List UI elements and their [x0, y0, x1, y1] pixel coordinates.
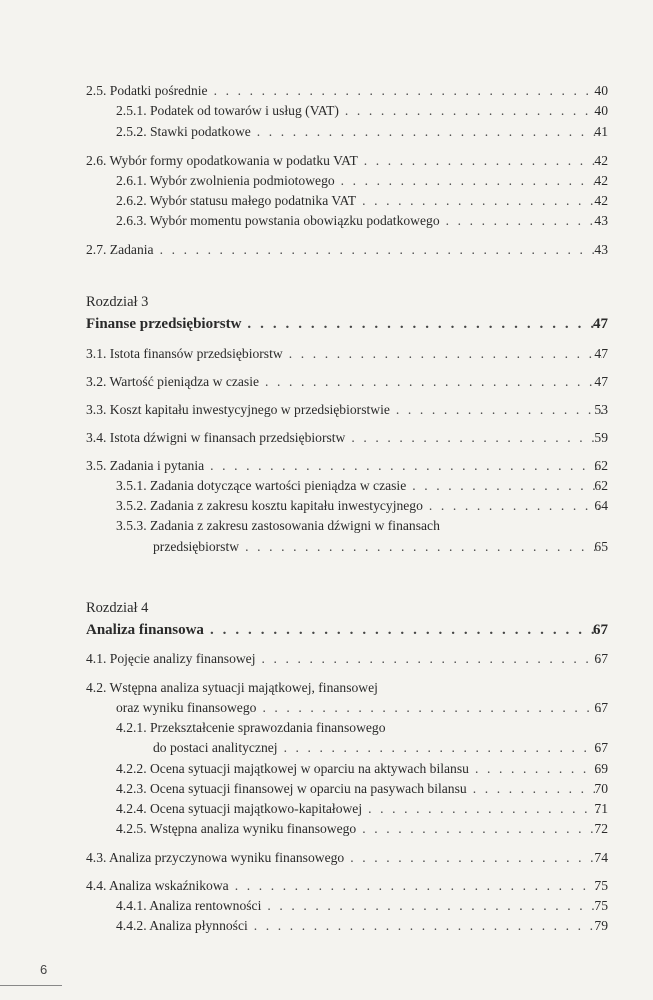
chapter-label: Rozdział 3 [86, 294, 149, 310]
toc-entry: 3.5.1. Zadania dotyczące wartości pieniądza w czasie . . . 62 [116, 477, 608, 495]
toc-entry: 2.6.3. Wybór momentu powstania obowiązku podatkowego . . . 43 [116, 212, 608, 230]
toc-entry: 4.4.1. Analiza rentowności . . . 75 [116, 897, 608, 915]
page-number: 6 [40, 962, 48, 977]
toc-entry: 4.2.4. Ocena sytuacji majątkowo-kapitałowej . . . 71 [116, 800, 608, 818]
toc-entry: 3.2. Wartość pieniądza w czasie . . . 47 [86, 373, 608, 391]
toc-entry: przedsiębiorstw . . . 65 [153, 538, 608, 556]
toc-entry: 4.2.1. Przekształcenie sprawozdania finansowego [116, 720, 386, 735]
toc-entry: 2.5.2. Stawki podatkowe . . . 41 [116, 123, 608, 141]
toc-entry: oraz wyniku finansowego . . . 67 [116, 699, 608, 717]
toc-entry: 4.3. Analiza przyczynowa wyniku finansowego . . . 74 [86, 849, 608, 867]
toc-entry: 3.3. Koszt kapitału inwestycyjnego w przedsiębiorstwie . . . 53 [86, 401, 608, 419]
toc-entry: 2.6.2. Wybór statusu małego podatnika VAT . . . 42 [116, 192, 608, 210]
toc-entry: 4.2.2. Ocena sytuacji majątkowej w oparciu na aktywach bilansu . . . 69 [116, 760, 608, 778]
footer-rule [0, 985, 62, 986]
toc-entry: 4.4. Analiza wskaźnikowa . . . 75 [86, 877, 608, 895]
toc-entry: 2.6.1. Wybór zwolnienia podmiotowego . . . 42 [116, 172, 608, 190]
toc-entry: 2.6. Wybór formy opodatkowania w podatku VAT . . . 42 [86, 152, 608, 170]
toc-entry: 2.7. Zadania . . . 43 [86, 241, 608, 259]
toc-entry: 3.5. Zadania i pytania . . . 62 [86, 457, 608, 475]
toc-entry: 4.4.2. Analiza płynności . . . 79 [116, 917, 608, 935]
toc-entry: 3.1. Istota finansów przedsiębiorstw . . . 47 [86, 345, 608, 363]
chapter-label: Rozdział 4 [86, 600, 149, 616]
toc-entry: 3.5.2. Zadania z zakresu kosztu kapitału inwestycyjnego . . . 64 [116, 497, 608, 515]
chapter-title-entry: Finanse przedsiębiorstw . . . 47 [86, 315, 608, 333]
toc-entry: 3.4. Istota dźwigni w finansach przedsiębiorstw . . . 59 [86, 429, 608, 447]
toc-entry: 4.1. Pojęcie analizy finansowej . . . 67 [86, 650, 608, 668]
toc-entry: 2.5.1. Podatek od towarów i usług (VAT) . . . 40 [116, 102, 608, 120]
toc-entry: do postaci analitycznej . . . 67 [153, 739, 608, 757]
toc-entry: 2.5. Podatki pośrednie . . . 40 [86, 82, 608, 100]
toc-entry: 4.2.3. Ocena sytuacji finansowej w oparciu na pasywach bilansu . . . 70 [116, 780, 608, 798]
chapter-title-entry: Analiza finansowa . . . 67 [86, 621, 608, 639]
toc-entry: 4.2.5. Wstępna analiza wyniku finansowego . . . 72 [116, 820, 608, 838]
toc-entry: 3.5.3. Zadania z zakresu zastosowania dźwigni w finansach [116, 518, 440, 533]
toc-entry: 4.2. Wstępna analiza sytuacji majątkowej, finansowej [86, 680, 378, 695]
